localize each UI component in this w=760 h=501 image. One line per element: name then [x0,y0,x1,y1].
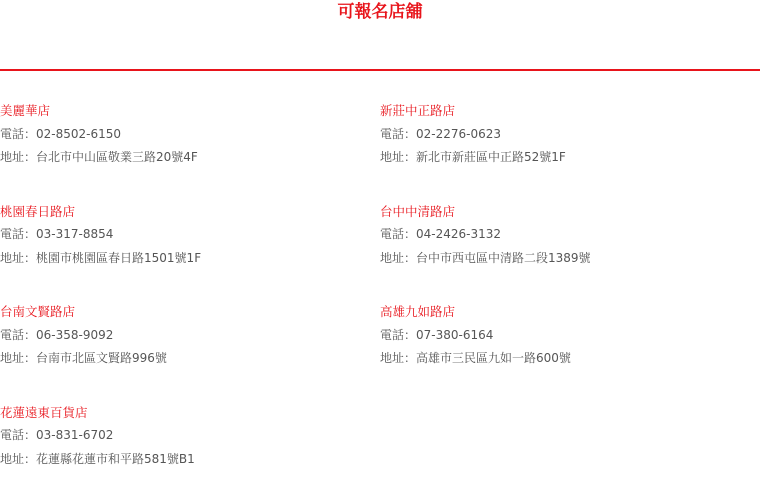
store-item [380,99,760,200]
store-item [380,300,760,401]
store-item [0,200,380,301]
address-label: 地址： [0,351,36,365]
address-value: 台北市中山區敬業三路20號4F [36,150,198,164]
phone-value: 07-380-6164 [416,328,493,342]
store-name: 台中中清路店 [380,200,760,224]
phone-label: 電話： [380,328,416,342]
phone-value: 06-358-9092 [36,328,113,342]
phone-label: 電話： [0,428,36,442]
store-phone [0,424,380,448]
page-title: 可報名店舖 [0,0,760,24]
store-list [0,99,760,501]
store-address [380,347,760,371]
address-value: 台中市西屯區中清路二段1389號 [416,251,591,265]
store-name: 花蓮遠東百貨店 [0,401,380,425]
address-label: 地址： [0,452,36,466]
store-name: 新莊中正路店 [380,99,760,123]
phone-label: 電話： [380,127,416,141]
store-item [0,300,380,401]
phone-label: 電話： [0,127,36,141]
address-value: 桃園市桃園區春日路1501號1F [36,251,201,265]
store-item [0,99,380,200]
phone-value: 02-8502-6150 [36,127,121,141]
phone-value: 03-317-8854 [36,227,113,241]
store-phone [0,223,380,247]
address-label: 地址： [0,150,36,164]
store-phone [0,324,380,348]
address-value: 台南市北區文賢路996號 [36,351,167,365]
store-name: 高雄九如路店 [380,300,760,324]
store-address [380,247,760,271]
address-label: 地址： [0,251,36,265]
store-item [380,200,760,301]
store-name: 桃園春日路店 [0,200,380,224]
phone-label: 電話： [0,227,36,241]
store-item [0,401,380,501]
divider [0,69,760,71]
store-name: 台南文賢路店 [0,300,380,324]
address-label: 地址： [380,351,416,365]
phone-value: 02-2276-0623 [416,127,501,141]
address-value: 新北市新莊區中正路52號1F [416,150,566,164]
address-label: 地址： [380,150,416,164]
address-value: 高雄市三民區九如一路600號 [416,351,571,365]
store-address [0,247,380,271]
store-phone [0,123,380,147]
store-phone [380,324,760,348]
address-value: 花蓮縣花蓮市和平路581號B1 [36,452,195,466]
address-label: 地址： [380,251,416,265]
phone-label: 電話： [0,328,36,342]
store-address [0,448,380,472]
phone-value: 04-2426-3132 [416,227,501,241]
phone-value: 03-831-6702 [36,428,113,442]
store-phone [380,123,760,147]
store-name: 美麗華店 [0,99,380,123]
store-address [0,146,380,170]
store-address [0,347,380,371]
phone-label: 電話： [380,227,416,241]
store-address [380,146,760,170]
store-phone [380,223,760,247]
